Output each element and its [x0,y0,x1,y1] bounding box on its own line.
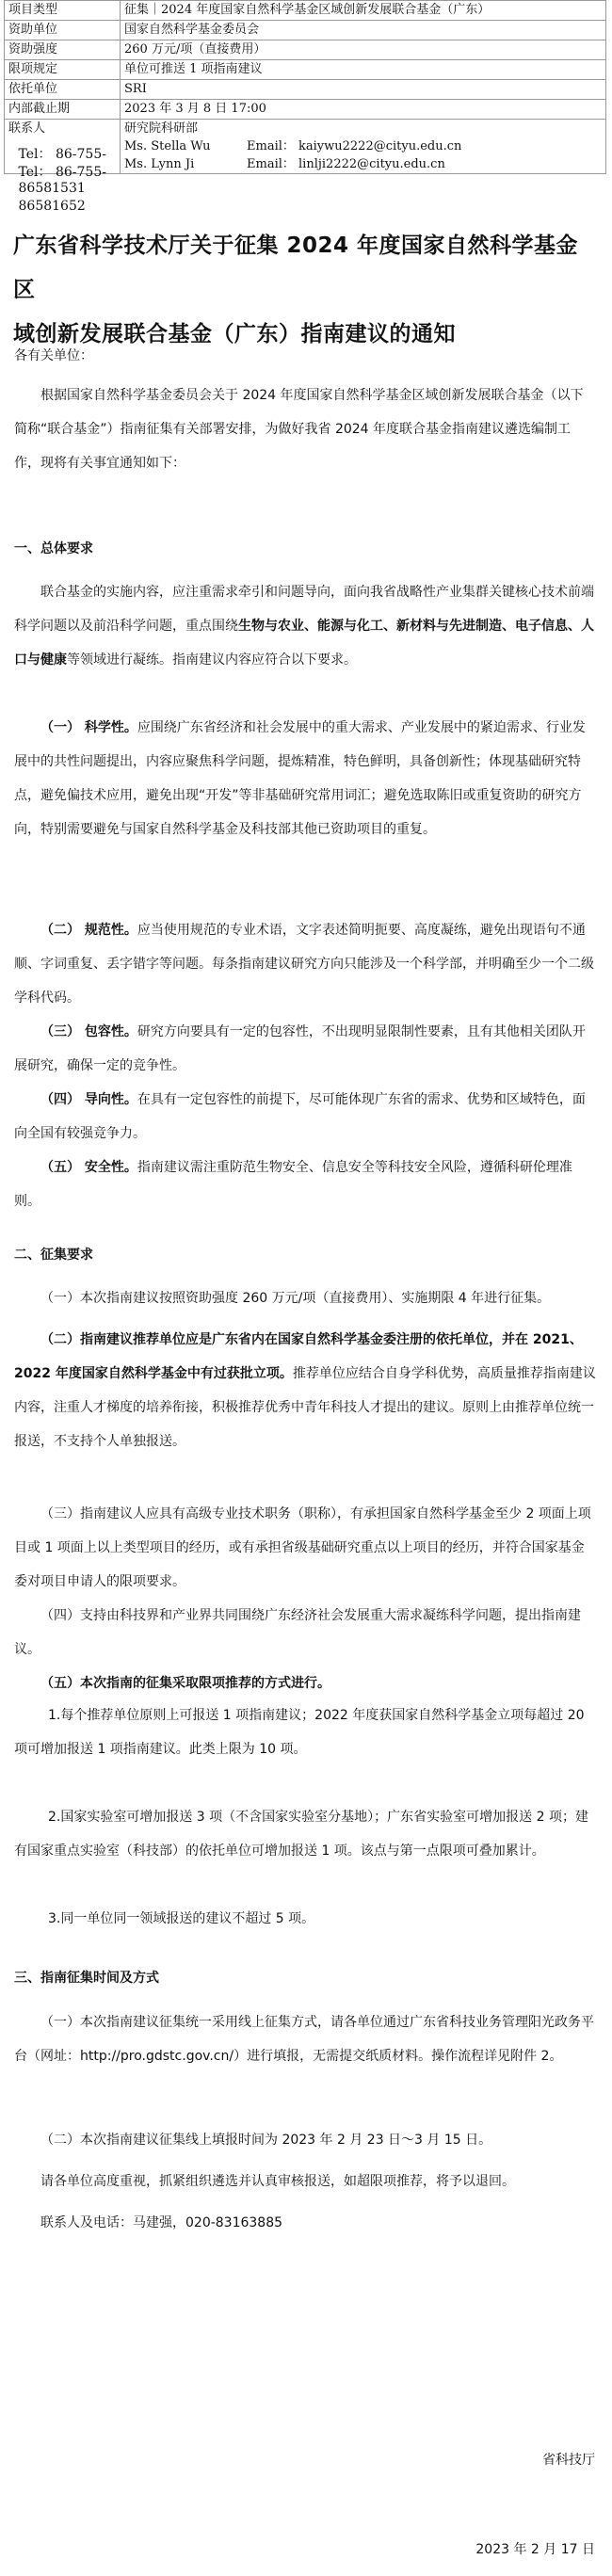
contact-email[interactable]: Email： linlji2222@cityu.edu.cn [247,157,445,171]
info-row [5,80,606,100]
info-table [4,0,606,214]
info-value: 国家自然科学基金委员会 [121,21,606,40]
item-label: （四） 导向性。 [40,1092,137,1107]
item-text: 研究方向要具有一定的包容性，不出现明显限制性要素，且有其他相关团队开展研究，确保一定的竞争性。 [14,1024,586,1073]
section1-paragraph [14,575,596,677]
requirement-item [14,1083,596,1151]
item-text: 指南建议需注重防范生物安全、信息安全等科技安全风险，遵循科研伦理准则。 [14,1160,572,1209]
contact-name: Ms. Lynn Ji [124,157,195,171]
section3-paragraph: （二）本次指南建议征集线上填报时间为 2023 年 2 月 23 日～3 月 15 日。 [40,2133,492,2148]
info-key: 内部截止期 [5,100,121,120]
section2-subitem: 2.国家实验室可增加报送 3 项（不含国家实验室分基地）；广东省实验室可增加报送 2 项；建有国家重点实验室（科技部）的依托单位可增加报送 1 项。该点与第一点限项可叠加累计。 [14,1810,588,1859]
bold-text: （二）指南建议推荐单位应是广东省内在国家自然科学基金委注册的依托单位，并在 2021、2022 年度国家自然科学基金中有过获批立项。 [14,1332,583,1381]
item-label: （三） 包容性。 [40,1024,137,1039]
contact-phone: Tel： 86-755-86581531 [18,147,106,196]
info-row [5,60,606,80]
info-row-contact [5,120,606,174]
requirement-item [14,711,596,846]
requirement-item [14,913,596,1015]
signature: 省科技厅 [542,2453,595,2468]
section2-subitem: 1.每个推荐单位原则上可报送 1 项指南建议；2022 年度获国家自然科学基金立项每超过 20 项可增加报送 1 项指南建议。此类上限为 10 项。 [14,1708,585,1757]
section-heading: 三、指南征集时间及方式 [14,1971,159,1986]
info-key: 资助强度 [5,40,121,60]
info-key: 资助单位 [5,21,121,40]
info-key: 限项规定 [5,60,121,80]
info-value: SRI [121,80,606,100]
info-row [5,40,606,60]
section2-subitem: 3.同一单位同一领域报送的建议不超过 5 项。 [48,1911,315,1926]
notice-date: 2023 年 2 月 17 日 [475,2542,595,2557]
item-label: （一） 科学性。 [40,720,137,735]
notice-title [13,224,597,357]
item-label: （五） 安全性。 [40,1160,137,1175]
info-row [5,100,606,120]
intro-paragraph: 根据国家自然科学基金委员会关于 2024 年度国家自然科学基金区域创新发展联合基金（以下简称“联合基金”）指南征集有关部署安排，为做好我省 2024 年度联合基金指南建议遴选编制工作，现将有关事宜通知如下： [14,388,584,471]
section2-paragraph: （四）支持由科技界和产业界共同围绕广东经济社会发展重大需求凝练科学问题，提出指南建议。 [14,1608,581,1657]
section2-paragraph [14,1323,596,1458]
contact-org: 研究院科研部 [124,121,199,136]
info-key: 联系人 [5,120,121,174]
item-label: （二） 规范性。 [40,923,137,938]
section-heading: 二、征集要求 [14,1248,93,1263]
title-line: 广东省科学技术厅关于征集 2024 年度国家自然科学基金区 [13,233,579,302]
section2-paragraph: （五）本次指南的征集采取限项推荐的方式进行。 [40,1676,330,1691]
requirement-item [14,1015,596,1083]
info-value: 单位可推送 1 项指南建议 [121,60,606,80]
key-fields: 生物与农业、能源与化工、新材料与先进制造、电子信息、人口与健康 [14,619,594,668]
info-key: 项目类型 [5,1,121,21]
contact-name: Ms. Stella Wu [124,139,211,153]
text: 推荐单位应结合自身学科优势，高质量推荐指南建议内容，注重人才梯度的培养衔接，积极推荐优秀中青年科技人才提出的建议。原则上由推荐单位统一报送，不支持个人单独报送。 [14,1366,596,1449]
info-row [5,1,606,21]
title-line: 域创新发展联合基金（广东）指南建议的通知 [13,322,456,346]
section-heading: 一、总体要求 [14,541,93,556]
info-value: 260 万元/项（直接费用） [121,40,606,60]
contact-phone: Tel： 86-755-86581652 [18,165,106,214]
item-text: 应当使用规范的专业术语，文字表述简明扼要、高度凝练，避免出现语句不通顺、字词重复、丢字错字等问题。每条指南建议研究方向只能涉及一个科学部，并明确至少一个二级学科代码。 [14,923,594,1006]
contact-paragraph: 联系人及电话：马建强，020-83163885 [40,2215,283,2230]
section3-paragraph: 请各单位高度重视，抓紧组织遴选并认真审核报送，如超限项推荐，将予以退回。 [40,2174,515,2189]
text: 等领域进行凝练。指南建议内容应符合以下要求。 [67,652,357,668]
info-row [5,21,606,40]
info-value: 征集｜2024 年度国家自然科学基金区域创新发展联合基金（广东） [121,1,606,21]
requirement-item [14,1151,596,1218]
section2-paragraph: （三）指南建议人应具有高级专业技术职务（职称），有承担国家自然科学基金至少 2 项面上项目或 1 项面上以上类型项目的经历，或有承担省级基础研究重点以上项目的经历，并符合国家基金委对项目申请人的限项要求。 [14,1506,591,1589]
item-text: 应围绕广东省经济和社会发展中的重大需求、产业发展中的紧迫需求、行业发展中的共性问题提出，内容应聚焦科学问题，提炼精准，特色鲜明，具备创新性；体现基础研究特点，避免偏技术应用，避免出现“开发”等非基础研究常用词汇；避免选取陈旧或重复资助的研究方向，特别需要避免与国家自然科学基金及科技部其他已资助项目的重复。 [14,720,586,837]
salutation: 各有关单位： [14,348,93,363]
item-text: 在具有一定包容性的前提下，尽可能体现广东省的需求、优势和区域特色，面向全国有较强竞争力。 [14,1092,586,1141]
text: 联合基金的实施内容，应注重需求牵引和问题导向，面向我省战略性产业集群关键核心技术前端科学问题以及前沿科学问题，重点围绕 [14,585,594,634]
info-value: 2023 年 3 月 8 日 17:00 [121,100,606,120]
contact-email[interactable]: Email： kaiywu2222@cityu.edu.cn [247,139,462,153]
info-key: 依托单位 [5,80,121,100]
section3-paragraph: （一）本次指南建议征集统一采用线上征集方式，请各单位通过广东省科技业务管理阳光政务平台（网址：http://pro.gdstc.gov.cn/）进行填报，无需提交纸质材料。操作流程详见附件 2。 [14,2015,594,2064]
section2-paragraph: （一）本次指南建议按照资助强度 260 万元/项（直接费用）、实施期限 4 年进行征集。 [40,1291,551,1306]
